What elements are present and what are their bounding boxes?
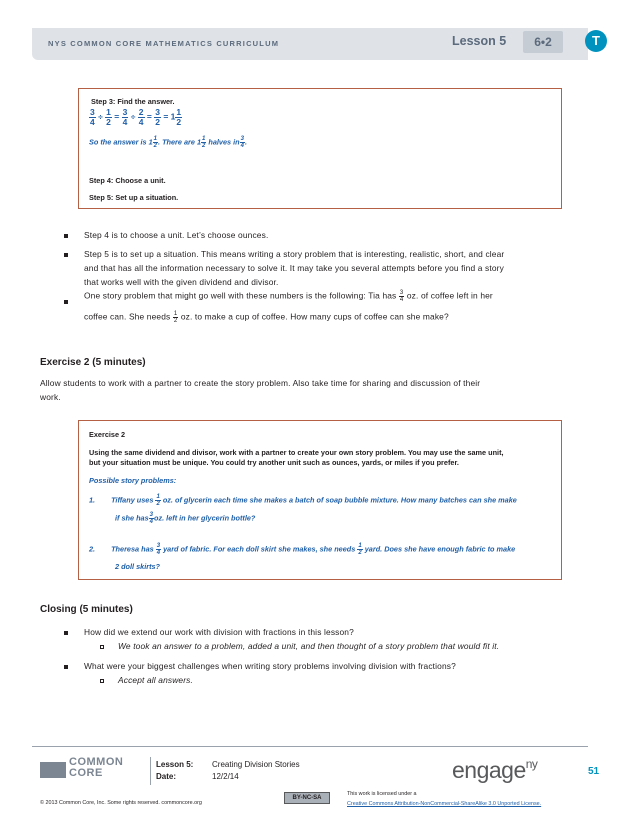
sub-bullet-marker: [100, 679, 104, 683]
closing-heading: Closing (5 minutes): [40, 604, 133, 615]
curriculum-title: NYS COMMON CORE MATHEMATICS CURRICULUM: [48, 39, 280, 48]
footer-date-value: 12/2/14: [212, 772, 239, 781]
footer-divider: [32, 746, 588, 747]
bullet-story-line2: coffee can. She needs $\frac{1}{2}$ oz. to make a cup of coffee. How many cups of coffee can she make?: [84, 311, 449, 324]
answer-text: So the answer is 1 $\frac{1}{2}$ . There are 1 $\frac{1}{2}$ halves in $\frac{3}{4}$ .: [89, 136, 247, 149]
story1-line2: if she has $\frac{3}{4}$ oz. left in her glycerin bottle?: [115, 512, 256, 525]
closing-question2: What were your biggest challenges when writing story problems involving division with fractions?: [84, 661, 456, 671]
bullet-marker: [64, 234, 68, 238]
bullet-story-line1: One story problem that might go well with these numbers is the following: Tia has $\frac{3}{4}$ oz. of coffee left in her: [84, 290, 493, 303]
exercise2-intro-line1: Allow students to work with a partner to create the story problem. Also take time for sharing and discussion of their: [40, 378, 481, 388]
closing-answer1: We took an answer to a problem, added a unit, and then thought of a story problem that would fit it.: [118, 641, 500, 651]
license-link[interactable]: Creative Commons Attribution-NonCommercial-ShareAlike 3.0 Unported License.: [347, 801, 542, 807]
exercise2-instructions-line1: Using the same dividend and divisor, work with a partner to create your own story problem. You may use the same unit,: [89, 448, 504, 457]
exercise2-heading: Exercise 2 (5 minutes): [40, 357, 146, 368]
grade-label: 6•2: [523, 31, 563, 53]
step3-text: Step 3: Find the answer.: [91, 97, 175, 106]
steps-box: [78, 88, 562, 209]
story2-line1: 2. Theresa has $\frac{3}{4}$ yard of fabric. For each doll skirt she makes, she needs $\frac{1}{2}$ yard. Does she have enough fabric to make: [89, 543, 516, 556]
footer-lesson-label: Lesson 5:: [156, 760, 194, 769]
footer-date-label: Date:: [156, 772, 177, 781]
bullet-marker: [64, 253, 68, 257]
bullet-marker: [64, 665, 68, 669]
story1-line1: 1. Tiffany uses $\frac{1}{2}$ oz. of glycerin each time she makes a batch of soap bubble mixture. How many batches can she make: [89, 494, 517, 507]
story2-line2: 2 doll skirts?: [115, 562, 161, 571]
footer-lesson-title: Creating Division Stories: [212, 760, 300, 769]
exercise2-intro-line2: work.: [40, 392, 61, 402]
bullet-step5-line2: and that has all the information necessary to solve it. It may take you several attempts before you find a story: [84, 263, 504, 273]
closing-answer2: Accept all answers.: [118, 675, 193, 685]
step5-text: Step 5: Set up a situation.: [89, 193, 179, 202]
bullet-step5-line3: that works well with the given dividend and divisor.: [84, 277, 279, 287]
sub-bullet-marker: [100, 645, 104, 649]
exercise2-box-title: Exercise 2: [89, 430, 126, 439]
bullet-marker: [64, 631, 68, 635]
common-core-logo-text: COMMON CORE: [69, 756, 124, 779]
exercise2-instructions-line2: but your situation must be unique. You could try another unit such as ounces, yards, or miles if you prefer.: [89, 458, 459, 467]
closing-question1: How did we extend our work with division with fractions in this lesson?: [84, 627, 354, 637]
cc-license-badge: BY-NC-SA: [284, 792, 330, 804]
page-number: 51: [588, 766, 600, 777]
division-equation: $\frac{3}{4}$ ÷ $\frac{1}{2}$ = $\frac{3}{4}$ ÷ $\frac{2}{4}$ = $\frac{3}{2}$ = 1 $\frac{1}{2}$: [90, 107, 182, 127]
lesson-label: Lesson 5: [452, 34, 507, 48]
teacher-badge: T: [585, 30, 607, 52]
bullet-marker: [64, 300, 68, 304]
engageny-logo: engage$^{ny}$: [452, 757, 538, 783]
exercise2-box: [78, 420, 562, 580]
license-text: This work is licensed under a: [347, 791, 417, 797]
footer-separator: [150, 757, 151, 785]
common-core-logo-icon: [40, 762, 66, 778]
copyright-text: © 2013 Common Core, Inc. Some rights reserved. commoncore.org: [40, 800, 202, 806]
possible-stories-label: Possible story problems:: [89, 476, 177, 485]
step4-text: Step 4: Choose a unit.: [89, 176, 166, 185]
bullet-step4: Step 4 is to choose a unit. Let’s choose ounces.: [84, 230, 269, 240]
bullet-step5-line1: Step 5 is to set up a situation. This means writing a story problem that is interesting, realistic, short, and clear: [84, 249, 505, 259]
